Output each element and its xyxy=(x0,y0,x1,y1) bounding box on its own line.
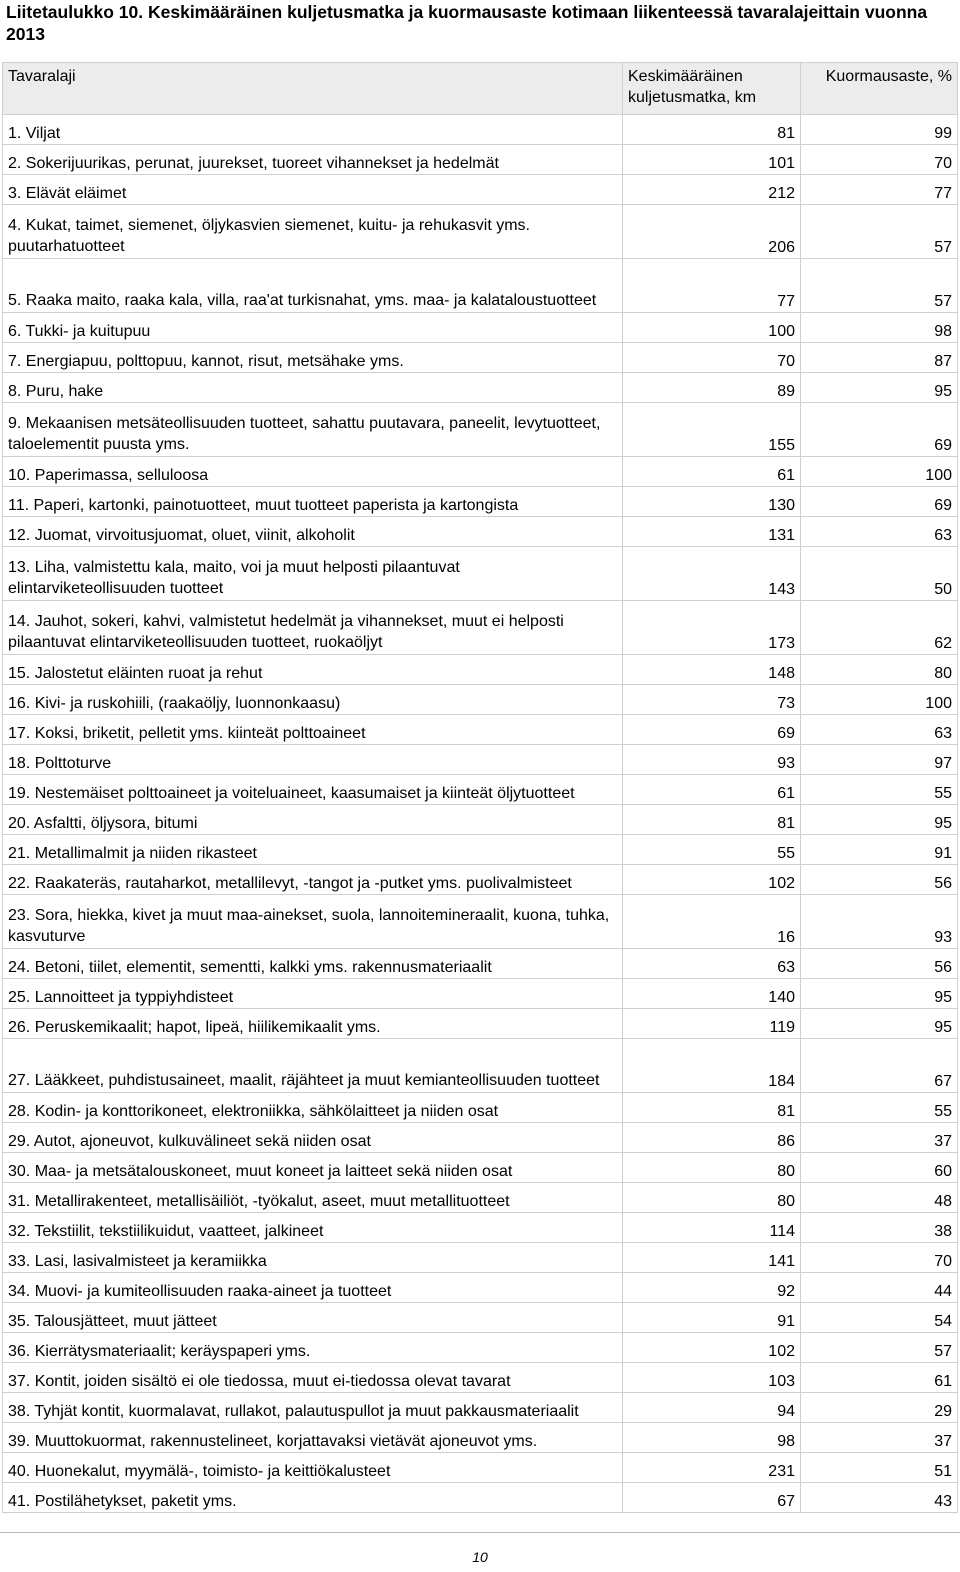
cell-load: 37 xyxy=(801,1123,958,1153)
cell-distance: 89 xyxy=(623,373,801,403)
cell-category: 1. Viljat xyxy=(3,115,623,145)
header-load: Kuormausaste, % xyxy=(801,63,958,115)
cell-category: 3. Elävät eläimet xyxy=(3,175,623,205)
table-row xyxy=(3,1273,958,1303)
cell-distance: 184 xyxy=(623,1039,801,1093)
cell-distance: 69 xyxy=(623,715,801,745)
table-row xyxy=(3,895,958,949)
cell-category: 8. Puru, hake xyxy=(3,373,623,403)
cell-category: 34. Muovi- ja kumiteollisuuden raaka-aineet ja tuotteet xyxy=(3,1273,623,1303)
header-row xyxy=(3,63,958,115)
cell-category: 5. Raaka maito, raaka kala, villa, raa'at turkisnahat, yms. maa- ja kalataloustuotteet xyxy=(3,259,623,313)
table-header xyxy=(3,63,958,115)
cell-category: 15. Jalostetut eläinten ruoat ja rehut xyxy=(3,655,623,685)
cell-category: 31. Metallirakenteet, metallisäiliöt, -työkalut, aseet, muut metallituotteet xyxy=(3,1183,623,1213)
cell-distance: 101 xyxy=(623,145,801,175)
cell-distance: 81 xyxy=(623,805,801,835)
cell-distance: 70 xyxy=(623,343,801,373)
table-row xyxy=(3,1153,958,1183)
table-row xyxy=(3,343,958,373)
cell-category: 24. Betoni, tiilet, elementit, sementti, kalkki yms. rakennusmateriaalit xyxy=(3,949,623,979)
cell-load: 38 xyxy=(801,1213,958,1243)
cell-load: 29 xyxy=(801,1393,958,1423)
cell-load: 97 xyxy=(801,745,958,775)
cell-category: 2. Sokerijuurikas, perunat, juurekset, tuoreet vihannekset ja hedelmät xyxy=(3,145,623,175)
cell-load: 48 xyxy=(801,1183,958,1213)
cell-category: 27. Lääkkeet, puhdistusaineet, maalit, räjähteet ja muut kemianteollisuuden tuotteet xyxy=(3,1039,623,1093)
table-row xyxy=(3,1303,958,1333)
table-row xyxy=(3,1093,958,1123)
cell-category: 6. Tukki- ja kuitupuu xyxy=(3,313,623,343)
cell-load: 70 xyxy=(801,1243,958,1273)
cell-load: 55 xyxy=(801,775,958,805)
table-row xyxy=(3,1483,958,1513)
cell-load: 60 xyxy=(801,1153,958,1183)
cell-load: 44 xyxy=(801,1273,958,1303)
cell-distance: 92 xyxy=(623,1273,801,1303)
table-row xyxy=(3,259,958,313)
table-row xyxy=(3,487,958,517)
table-body xyxy=(3,115,958,1513)
cell-load: 69 xyxy=(801,487,958,517)
cell-load: 95 xyxy=(801,979,958,1009)
cell-distance: 100 xyxy=(623,313,801,343)
table-row xyxy=(3,547,958,601)
cell-category: 35. Talousjätteet, muut jätteet xyxy=(3,1303,623,1333)
table-row xyxy=(3,835,958,865)
table-row xyxy=(3,745,958,775)
cell-category: 37. Kontit, joiden sisältö ei ole tiedossa, muut ei-tiedossa olevat tavarat xyxy=(3,1363,623,1393)
cell-distance: 130 xyxy=(623,487,801,517)
cell-load: 56 xyxy=(801,865,958,895)
table-row xyxy=(3,1123,958,1153)
cell-distance: 114 xyxy=(623,1213,801,1243)
cell-distance: 61 xyxy=(623,457,801,487)
cell-distance: 81 xyxy=(623,1093,801,1123)
cell-distance: 141 xyxy=(623,1243,801,1273)
cell-distance: 80 xyxy=(623,1183,801,1213)
data-table xyxy=(2,62,958,1513)
cell-category: 32. Tekstiilit, tekstiilikuidut, vaatteet, jalkineet xyxy=(3,1213,623,1243)
cell-load: 87 xyxy=(801,343,958,373)
table-row xyxy=(3,685,958,715)
cell-distance: 143 xyxy=(623,547,801,601)
table-row xyxy=(3,403,958,457)
cell-load: 77 xyxy=(801,175,958,205)
cell-distance: 91 xyxy=(623,1303,801,1333)
cell-load: 54 xyxy=(801,1303,958,1333)
cell-category: 39. Muuttokuormat, rakennustelineet, korjattavaksi vietävät ajoneuvot yms. xyxy=(3,1423,623,1453)
footer-divider xyxy=(0,1532,960,1533)
cell-distance: 173 xyxy=(623,601,801,655)
cell-category: 33. Lasi, lasivalmisteet ja keramiikka xyxy=(3,1243,623,1273)
cell-load: 93 xyxy=(801,895,958,949)
table-row xyxy=(3,457,958,487)
table-row xyxy=(3,1393,958,1423)
header-distance: Keskimääräinen kuljetusmatka, km xyxy=(623,63,801,115)
table-row xyxy=(3,979,958,1009)
cell-load: 63 xyxy=(801,715,958,745)
table-row xyxy=(3,1423,958,1453)
table-row xyxy=(3,1213,958,1243)
table-row xyxy=(3,1183,958,1213)
cell-category: 22. Raakateräs, rautaharkot, metallilevyt, -tangot ja -putket yms. puolivalmisteet xyxy=(3,865,623,895)
cell-category: 10. Paperimassa, selluloosa xyxy=(3,457,623,487)
cell-distance: 119 xyxy=(623,1009,801,1039)
table-row xyxy=(3,313,958,343)
table-row xyxy=(3,949,958,979)
cell-distance: 93 xyxy=(623,745,801,775)
cell-load: 70 xyxy=(801,145,958,175)
cell-load: 55 xyxy=(801,1093,958,1123)
cell-distance: 98 xyxy=(623,1423,801,1453)
cell-category: 11. Paperi, kartonki, painotuotteet, muut tuotteet paperista ja kartongista xyxy=(3,487,623,517)
cell-category: 20. Asfaltti, öljysora, bitumi xyxy=(3,805,623,835)
cell-category: 41. Postilähetykset, paketit yms. xyxy=(3,1483,623,1513)
table-row xyxy=(3,601,958,655)
cell-category: 29. Autot, ajoneuvot, kulkuvälineet sekä niiden osat xyxy=(3,1123,623,1153)
cell-distance: 77 xyxy=(623,259,801,313)
cell-category: 4. Kukat, taimet, siemenet, öljykasvien siemenet, kuitu- ja rehukasvit yms. puutarhatuotteet xyxy=(3,205,623,259)
cell-distance: 231 xyxy=(623,1453,801,1483)
cell-load: 91 xyxy=(801,835,958,865)
cell-distance: 140 xyxy=(623,979,801,1009)
cell-category: 25. Lannoitteet ja typpiyhdisteet xyxy=(3,979,623,1009)
cell-load: 69 xyxy=(801,403,958,457)
table-row xyxy=(3,775,958,805)
cell-load: 63 xyxy=(801,517,958,547)
table-row xyxy=(3,1333,958,1363)
cell-distance: 155 xyxy=(623,403,801,457)
cell-load: 56 xyxy=(801,949,958,979)
table-row xyxy=(3,1453,958,1483)
table-row xyxy=(3,1009,958,1039)
table-row xyxy=(3,655,958,685)
cell-distance: 102 xyxy=(623,865,801,895)
cell-load: 100 xyxy=(801,685,958,715)
cell-load: 57 xyxy=(801,205,958,259)
cell-load: 61 xyxy=(801,1363,958,1393)
cell-category: 36. Kierrätysmateriaalit; keräyspaperi yms. xyxy=(3,1333,623,1363)
table-row xyxy=(3,805,958,835)
cell-load: 57 xyxy=(801,1333,958,1363)
cell-category: 26. Peruskemikaalit; hapot, lipeä, hiilikemikaalit yms. xyxy=(3,1009,623,1039)
cell-load: 51 xyxy=(801,1453,958,1483)
cell-category: 23. Sora, hiekka, kivet ja muut maa-ainekset, suola, lannoitemineraalit, kuona, tuhka, kasvuturve xyxy=(3,895,623,949)
cell-distance: 206 xyxy=(623,205,801,259)
cell-load: 80 xyxy=(801,655,958,685)
page-title: Liitetaulukko 10. Keskimääräinen kuljetusmatka ja kuormausaste kotimaan liikenteessä tavaralajeittain vuonna 2013 xyxy=(6,2,928,44)
cell-category: 14. Jauhot, sokeri, kahvi, valmistetut hedelmät ja vihannekset, muut ei helposti pilaantuvat elintarviketeollisuuden tuotteet, ruokaöljyt xyxy=(3,601,623,655)
page-number: 10 xyxy=(472,1549,488,1565)
table-row xyxy=(3,1363,958,1393)
cell-distance: 55 xyxy=(623,835,801,865)
table-row xyxy=(3,205,958,259)
cell-category: 13. Liha, valmistettu kala, maito, voi ja muut helposti pilaantuvat elintarviketeollisuuden tuotteet xyxy=(3,547,623,601)
cell-category: 12. Juomat, virvoitusjuomat, oluet, viinit, alkoholit xyxy=(3,517,623,547)
cell-category: 38. Tyhjät kontit, kuormalavat, rullakot, palautuspullot ja muut pakkausmateriaalit xyxy=(3,1393,623,1423)
cell-load: 62 xyxy=(801,601,958,655)
cell-category: 17. Koksi, briketit, pelletit yms. kiinteät polttoaineet xyxy=(3,715,623,745)
cell-distance: 131 xyxy=(623,517,801,547)
cell-distance: 61 xyxy=(623,775,801,805)
cell-category: 30. Maa- ja metsätalouskoneet, muut koneet ja laitteet sekä niiden osat xyxy=(3,1153,623,1183)
cell-category: 40. Huonekalut, myymälä-, toimisto- ja keittiökalusteet xyxy=(3,1453,623,1483)
cell-distance: 81 xyxy=(623,115,801,145)
cell-load: 95 xyxy=(801,373,958,403)
cell-load: 99 xyxy=(801,115,958,145)
table-row xyxy=(3,115,958,145)
cell-load: 95 xyxy=(801,1009,958,1039)
table-row xyxy=(3,175,958,205)
cell-category: 16. Kivi- ja ruskohiili, (raakaöljy, luonnonkaasu) xyxy=(3,685,623,715)
cell-category: 21. Metallimalmit ja niiden rikasteet xyxy=(3,835,623,865)
cell-load: 50 xyxy=(801,547,958,601)
table-row xyxy=(3,517,958,547)
cell-distance: 67 xyxy=(623,1483,801,1513)
cell-load: 100 xyxy=(801,457,958,487)
cell-category: 28. Kodin- ja konttorikoneet, elektroniikka, sähkölaitteet ja niiden osat xyxy=(3,1093,623,1123)
cell-distance: 148 xyxy=(623,655,801,685)
table-row xyxy=(3,1243,958,1273)
cell-load: 37 xyxy=(801,1423,958,1453)
header-category: Tavaralaji xyxy=(3,63,623,115)
cell-distance: 212 xyxy=(623,175,801,205)
cell-category: 19. Nestemäiset polttoaineet ja voiteluaineet, kaasumaiset ja kiinteät öljytuotteet xyxy=(3,775,623,805)
cell-load: 67 xyxy=(801,1039,958,1093)
cell-load: 43 xyxy=(801,1483,958,1513)
cell-load: 95 xyxy=(801,805,958,835)
cell-distance: 73 xyxy=(623,685,801,715)
table-row xyxy=(3,715,958,745)
cell-load: 98 xyxy=(801,313,958,343)
cell-category: 18. Polttoturve xyxy=(3,745,623,775)
table-row xyxy=(3,145,958,175)
table-row xyxy=(3,373,958,403)
table-row xyxy=(3,1039,958,1093)
cell-category: 7. Energiapuu, polttopuu, kannot, risut, metsähake yms. xyxy=(3,343,623,373)
cell-distance: 103 xyxy=(623,1363,801,1393)
cell-distance: 63 xyxy=(623,949,801,979)
cell-load: 57 xyxy=(801,259,958,313)
cell-distance: 86 xyxy=(623,1123,801,1153)
cell-distance: 94 xyxy=(623,1393,801,1423)
cell-category: 9. Mekaanisen metsäteollisuuden tuotteet, sahattu puutavara, paneelit, levytuotteet, taloelementit puusta yms. xyxy=(3,403,623,457)
cell-distance: 102 xyxy=(623,1333,801,1363)
table-row xyxy=(3,865,958,895)
cell-distance: 16 xyxy=(623,895,801,949)
cell-distance: 80 xyxy=(623,1153,801,1183)
